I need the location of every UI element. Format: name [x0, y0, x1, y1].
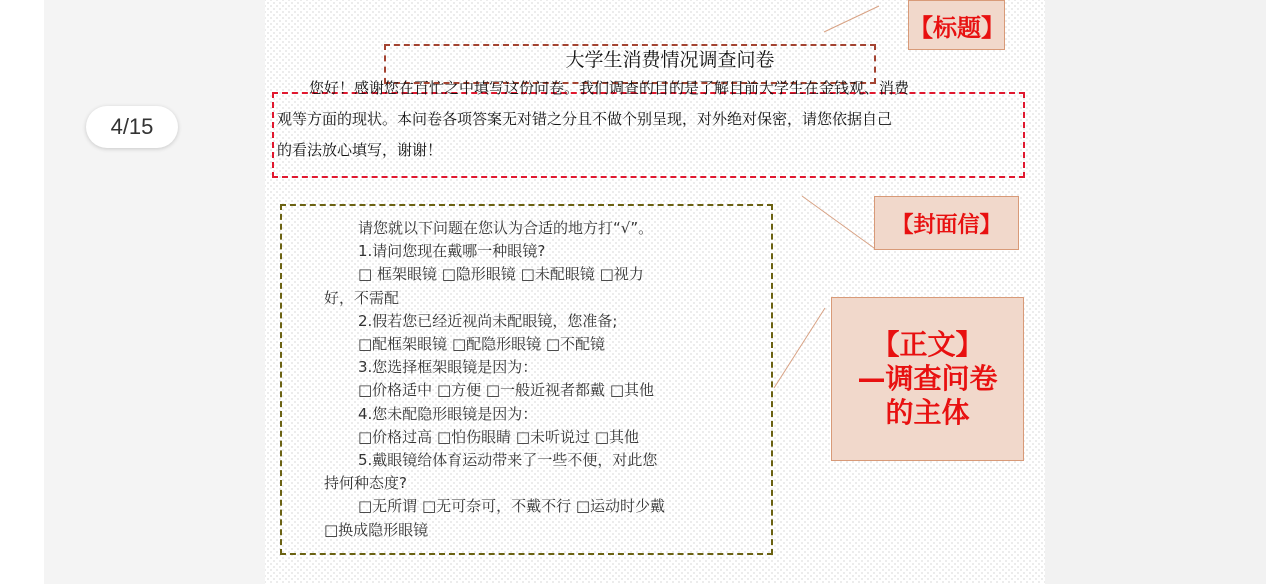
- body-line: 持何种态度?: [324, 474, 407, 493]
- body-annotation-label: [831, 297, 1024, 461]
- body-line: □ 框架眼镜 □隐形眼镜 □未配眼镜 □视力: [358, 265, 644, 284]
- cover-letter-line-3: 的看法放心填写，谢谢！: [277, 141, 443, 159]
- questionnaire-body: [324, 217, 704, 542]
- cover-leader-line: [802, 196, 874, 248]
- body-line: 请您就以下问题在您认为合适的地方打“√”。: [358, 219, 654, 237]
- body-line: □价格过高 □怕伤眼睛 □未听说过 □其他: [358, 427, 639, 446]
- body-annotation-line-2: —调查问卷: [857, 362, 998, 395]
- body-annotation-line-3: 的主体: [885, 396, 970, 429]
- title-leader-line: [824, 6, 879, 32]
- body-line: □换成隐形眼镜: [324, 520, 429, 539]
- title-annotation-label: 【标题】: [908, 0, 1005, 50]
- body-line: □配框架眼镜 □配隐形眼镜 □不配镜: [358, 335, 606, 354]
- cover-letter-annotation-label: 【封面信】: [874, 196, 1019, 250]
- body-line: □价格适中 □方便 □一般近视者都戴 □其他: [358, 381, 654, 400]
- left-margin: [0, 0, 44, 584]
- body-line: 2.假若您已经近视尚未配眼镜，您准备;: [358, 311, 618, 330]
- body-line: 4.您未配隐形眼镜是因为：: [358, 404, 538, 423]
- body-line: 5.戴眼镜给体育运动带来了一些不便，对此您: [358, 451, 658, 470]
- slide-canvas: [265, 0, 1045, 584]
- body-annotation-line-1: 【正文】: [871, 328, 984, 361]
- body-line: 1.请问您现在戴哪一种眼镜?: [358, 242, 546, 261]
- cover-letter-line-2: 观等方面的现状。本问卷各项答案无对错之分且不做个别呈现，对外绝对保密，请您依据自己: [277, 110, 893, 128]
- page-counter[interactable]: 4/15: [86, 106, 178, 148]
- body-line: 3.您选择框架眼镜是因为：: [358, 358, 538, 377]
- body-line: □无所谓 □无可奈可，不戴不行 □运动时少戴: [358, 497, 666, 516]
- body-line: 好，不需配: [324, 288, 400, 307]
- cover-letter-line-1: 您好！感谢您在百忙之中填写这份问卷。我们调查的目的是了解目前大学生在金钱观、消费: [309, 79, 910, 97]
- document-title: 大学生消费情况调查问卷: [565, 49, 775, 71]
- right-margin: [1045, 0, 1266, 584]
- body-leader-line: [774, 308, 825, 388]
- cover-letter: [277, 73, 1011, 166]
